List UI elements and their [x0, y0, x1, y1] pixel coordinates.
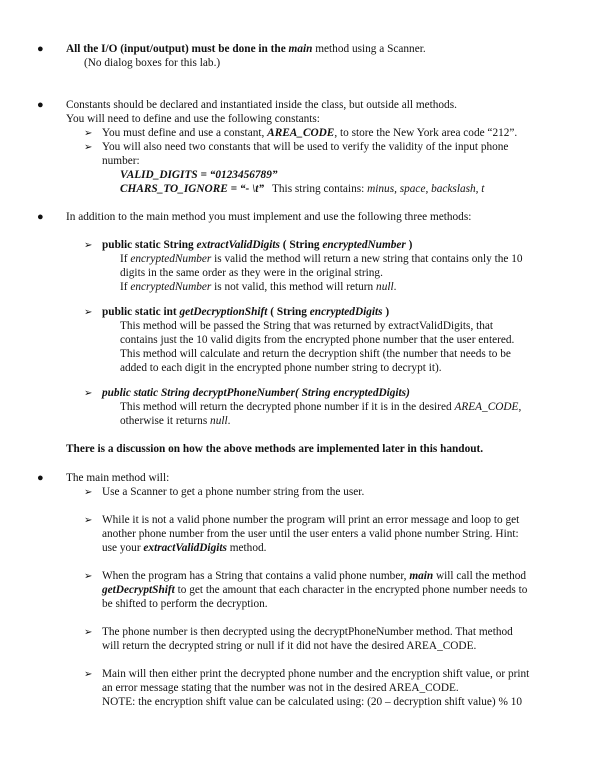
- m1-desc-2: digits in the same order as they were in the original string.: [120, 267, 383, 279]
- arrow-icon: ➢: [84, 128, 93, 139]
- bullet-2: ●: [37, 99, 44, 111]
- arrow-icon: ➢: [84, 307, 93, 318]
- main-step-3-line-2: getDecryptShift to get the amount that each character in the encrypted phone number needs to: [102, 584, 528, 596]
- m2-desc-1: This method will be passed the String that was returned by extractValidDigits, that: [120, 320, 494, 332]
- bullet-4: ●: [37, 472, 44, 484]
- main-step-2-line-2: another phone number from the user until the user enters a valid phone number String. Hint:: [102, 528, 519, 540]
- io-rest-text: method using a Scanner.: [315, 43, 426, 55]
- main-step-4-line-1: The phone number is then decrypted using the decryptPhoneNumber method. That method: [102, 626, 513, 638]
- area-code-line: You must define and use a constant, AREA_CODE, to store the New York area code “212”.: [102, 127, 518, 139]
- constants-line-2: You will need to define and use the following constants:: [66, 113, 320, 125]
- m2-desc-3: This method will calculate and return the decryption shift (the number that needs to be: [120, 348, 511, 360]
- main-step-5-line-3: NOTE: the encryption shift value can be calculated using: (20 – decryption shift value) % 10: [102, 696, 523, 708]
- main-bold-italic: main: [288, 43, 313, 55]
- done-in-bold: done in the: [232, 43, 286, 55]
- area-code-const: AREA_CODE: [267, 127, 335, 139]
- m2-desc-2: contains just the 10 valid digits from the encrypted phone number that the user entered.: [120, 334, 515, 346]
- main-step-5-line-1: Main will then either print the decrypted phone number and the encryption shift value, or print: [102, 668, 530, 680]
- arrow-icon: ➢: [84, 515, 93, 526]
- main-step-2-line-1: While it is not a valid phone number the program will print an error message and loop to get: [102, 514, 520, 526]
- arrow-icon: ➢: [84, 669, 93, 680]
- io-bold-text: All the I/O (input/output) must be: [66, 43, 230, 55]
- chars-to-ignore-const: CHARS_TO_IGNORE = “- \t”: [120, 183, 265, 195]
- arrow-icon: ➢: [84, 240, 93, 251]
- arrow-icon: ➢: [84, 487, 93, 498]
- arrow-icon: ➢: [84, 388, 93, 399]
- main-step-4-line-2: will return the decrypted string or null if it did not have the desired AREA_CODE.: [102, 640, 477, 652]
- get-decryption-shift-signature: public static int getDecryptionShift ( String encryptedDigits ): [102, 306, 390, 318]
- io-requirement-line: [66, 42, 426, 56]
- arrow-icon: ➢: [84, 627, 93, 638]
- methods-intro: In addition to the main method you must implement and use the following three methods:: [66, 211, 472, 223]
- arrow-icon: ➢: [84, 142, 93, 153]
- m1-desc-1: If encryptedNumber is valid the method will return a new string that contains only the 10: [120, 253, 523, 265]
- m3-desc-2: otherwise it returns null.: [120, 415, 231, 427]
- extract-valid-digits-signature: public static String extractValidDigits ( String encryptedNumber ): [102, 239, 413, 251]
- two-constants-line-1: You will also need two constants that will be used to verify the validity of the input phone: [102, 141, 509, 153]
- no-dialog-note: (No dialog boxes for this lab.): [84, 57, 221, 69]
- m1-desc-3: If encryptedNumber is not valid, this method will return null.: [120, 281, 397, 293]
- main-intro: The main method will:: [66, 472, 170, 484]
- arrow-icon: ➢: [84, 571, 93, 582]
- main-step-3-line-3: be shifted to perform the decryption.: [102, 598, 268, 610]
- main-step-3-line-1: When the program has a String that contains a valid phone number, main will call the method: [102, 570, 527, 582]
- main-step-1: Use a Scanner to get a phone number string from the user.: [102, 486, 365, 498]
- chars-note: This string contains: minus, space, backslash, t: [272, 183, 485, 195]
- discussion-note: There is a discussion on how the above methods are implemented later in this handout.: [66, 443, 484, 455]
- decrypt-phone-number-signature: public static String decryptPhoneNumber( String encryptedDigits): [102, 387, 410, 399]
- bullet-3: ●: [37, 211, 44, 223]
- valid-digits-const: VALID_DIGITS = “0123456789”: [120, 169, 278, 181]
- main-step-5-line-2: an error message stating that the number was not in the desired AREA_CODE.: [102, 682, 459, 694]
- two-constants-line-2: number:: [102, 155, 140, 167]
- m3-desc-1: This method will return the decrypted phone number if it is in the desired AREA_CODE,: [120, 401, 522, 413]
- m2-desc-4: added to each digit in the encrypted phone number string to decrypt it).: [120, 362, 442, 374]
- bullet-1: ●: [37, 43, 44, 55]
- constants-line-1: Constants should be declared and instantiated inside the class, but outside all methods.: [66, 99, 457, 111]
- main-step-2-line-3: use your extractValidDigits method.: [102, 542, 267, 554]
